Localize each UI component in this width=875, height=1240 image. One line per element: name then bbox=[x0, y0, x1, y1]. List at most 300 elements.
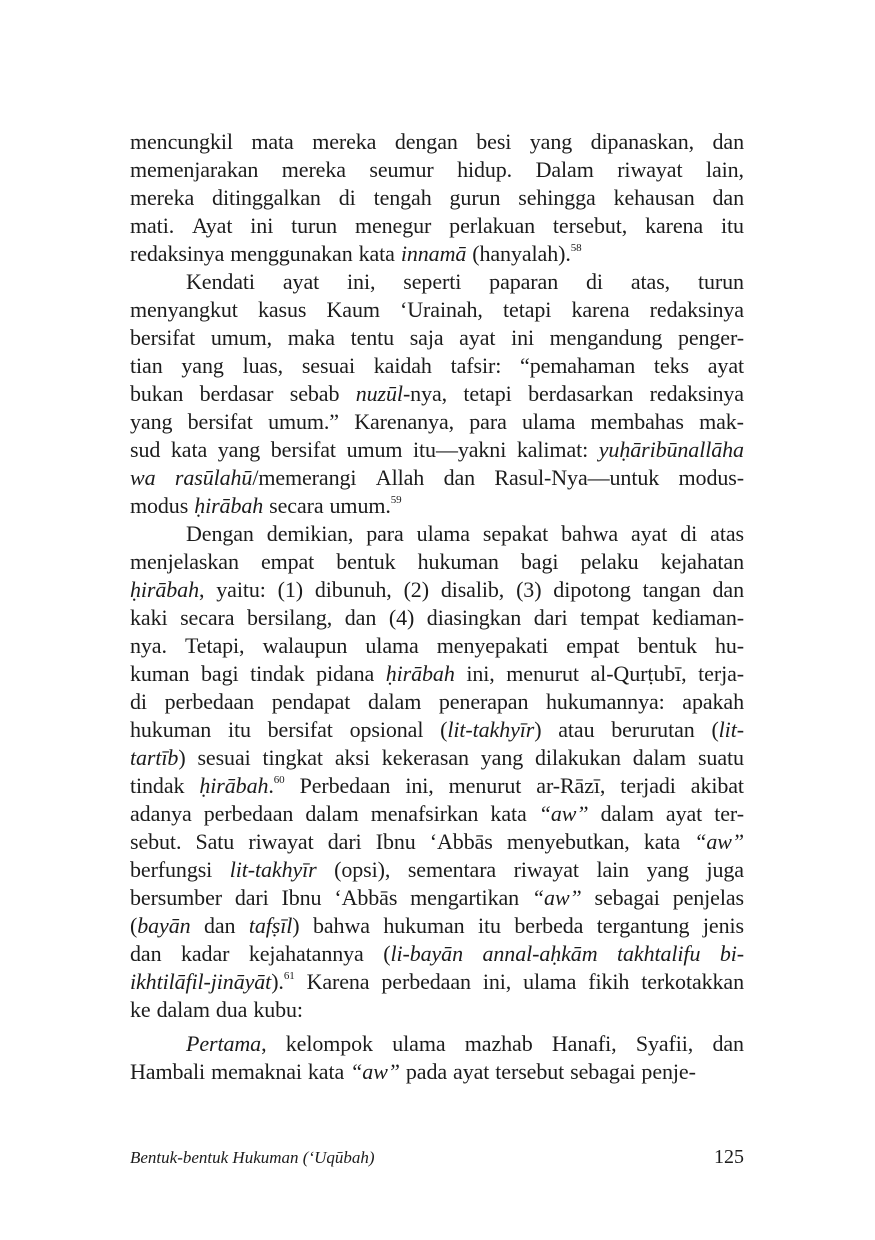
italic-term: lit- bbox=[718, 717, 744, 742]
italic-term: “aw” bbox=[694, 829, 744, 854]
word: dalam bbox=[367, 689, 422, 714]
text-line bbox=[130, 1058, 744, 1086]
word: sebagai bbox=[570, 1059, 636, 1084]
word: ayat bbox=[453, 1059, 490, 1084]
word: kata bbox=[358, 241, 395, 266]
word: lain, bbox=[705, 157, 744, 182]
word bbox=[532, 884, 582, 912]
text-line bbox=[130, 884, 744, 912]
word: atau bbox=[558, 717, 595, 742]
word: di bbox=[130, 689, 147, 714]
word: ayat bbox=[665, 801, 703, 826]
text-line bbox=[130, 856, 744, 884]
word: kejahatan bbox=[660, 549, 744, 574]
italic-term: rasūlahū bbox=[174, 465, 253, 490]
word: seumur bbox=[369, 157, 434, 182]
word: kata bbox=[643, 829, 681, 854]
word: luas, bbox=[242, 353, 284, 378]
word: dari bbox=[327, 829, 362, 854]
word: yang bbox=[217, 437, 261, 462]
word: (bayān bbox=[130, 913, 191, 938]
word: kadar bbox=[180, 941, 230, 966]
word: berdasar bbox=[199, 381, 274, 406]
word: jenis bbox=[702, 913, 744, 938]
word: ayat bbox=[459, 325, 496, 350]
word: walaupun bbox=[262, 633, 348, 658]
word: bersifat bbox=[270, 437, 336, 462]
text-line bbox=[130, 828, 744, 856]
word: hu- bbox=[714, 633, 744, 658]
word: yang bbox=[130, 409, 173, 434]
word: yang bbox=[480, 745, 524, 770]
word: umum, bbox=[210, 325, 273, 350]
word: tafsir: bbox=[450, 353, 502, 378]
word: riwayat bbox=[513, 857, 579, 882]
word: redaksinya bbox=[649, 381, 744, 406]
italic-term: ḥirābah bbox=[130, 577, 199, 602]
text-line bbox=[130, 492, 744, 520]
italic-term: “aw” bbox=[538, 801, 589, 826]
word: atas bbox=[710, 521, 744, 546]
text-line bbox=[130, 744, 744, 772]
word: akibat bbox=[690, 773, 744, 798]
word: suatu bbox=[697, 745, 744, 770]
word: Satu bbox=[195, 829, 235, 854]
word: Hambali bbox=[130, 1059, 206, 1084]
word: disalib, bbox=[440, 577, 505, 602]
word: sepakat bbox=[482, 521, 549, 546]
word: membahas bbox=[590, 409, 684, 434]
text-line bbox=[130, 520, 744, 548]
word: bersifat bbox=[130, 325, 196, 350]
word: dari bbox=[234, 885, 269, 910]
word: dalam bbox=[600, 801, 654, 826]
italic-term: yuḥāribūnallāha bbox=[598, 437, 744, 462]
word bbox=[401, 240, 466, 268]
text-line bbox=[130, 968, 744, 996]
word: umum.$^{59}$ bbox=[329, 493, 402, 518]
text-line bbox=[130, 660, 744, 688]
word: terjadi bbox=[620, 773, 676, 798]
word: kata bbox=[307, 1059, 345, 1084]
word: kehausan bbox=[613, 185, 695, 210]
word: empat bbox=[260, 549, 315, 574]
italic-term: bayān bbox=[137, 913, 191, 938]
text-line bbox=[130, 268, 744, 296]
word: redaksinya bbox=[649, 297, 744, 322]
text-line bbox=[130, 296, 744, 324]
text-line bbox=[130, 1030, 744, 1058]
word: Perbedaan bbox=[299, 773, 391, 798]
word: ke bbox=[130, 997, 151, 1022]
word: tindak bbox=[130, 773, 185, 798]
word: perbedaan bbox=[164, 689, 255, 714]
word: nuzūl-nya, bbox=[355, 381, 448, 406]
word: ulama bbox=[392, 1031, 446, 1056]
word: dan bbox=[443, 465, 476, 490]
text-line bbox=[130, 212, 744, 240]
word: mati. bbox=[130, 213, 175, 238]
word: bentuk bbox=[336, 549, 396, 574]
italic-term: nuzūl bbox=[355, 381, 403, 406]
word: rasūlahū/memerangi bbox=[174, 465, 357, 490]
word: di bbox=[338, 185, 356, 210]
text-line bbox=[130, 772, 744, 800]
text-line bbox=[130, 912, 744, 940]
word: itu—yakni bbox=[413, 437, 507, 462]
italic-term: ḥirābah bbox=[385, 661, 455, 686]
word: dalam bbox=[305, 801, 359, 826]
word: nya. bbox=[130, 633, 167, 658]
word: ‘Abbās bbox=[334, 885, 398, 910]
word: bersifat bbox=[187, 409, 253, 434]
word: kata bbox=[490, 801, 527, 826]
word: hukumannya: bbox=[546, 689, 665, 714]
word: sud bbox=[130, 437, 161, 462]
footnote-marker[interactable]: 61 bbox=[283, 970, 295, 982]
word: dengan bbox=[394, 129, 458, 154]
word: ayat bbox=[707, 353, 744, 378]
word: tafṣīl) bbox=[248, 913, 300, 938]
word: hukuman bbox=[383, 913, 465, 938]
italic-term: tafṣīl bbox=[248, 913, 293, 938]
word: menyepakati bbox=[436, 633, 549, 658]
word: memaknai bbox=[211, 1059, 302, 1084]
word: penje- bbox=[641, 1059, 696, 1084]
word: kalimat: bbox=[516, 437, 589, 462]
word: penger- bbox=[677, 325, 744, 350]
word: yang bbox=[529, 129, 573, 154]
word: penjelas bbox=[672, 885, 744, 910]
word: dipanaskan, bbox=[590, 129, 695, 154]
word: Karena bbox=[306, 969, 370, 994]
word: sebagai bbox=[594, 885, 660, 910]
text-line bbox=[130, 184, 744, 212]
word: sementara bbox=[407, 857, 497, 882]
italic-term: takhtalifu bbox=[617, 941, 701, 966]
word: kaki bbox=[130, 605, 168, 630]
word bbox=[720, 940, 744, 968]
page-number: 125 bbox=[714, 1146, 744, 1168]
word: ar-Rāzī, bbox=[536, 773, 606, 798]
word: Syafii, bbox=[635, 1031, 694, 1056]
word: dan bbox=[344, 605, 377, 630]
word: tartīb) bbox=[130, 745, 186, 770]
text-line bbox=[130, 380, 744, 408]
word: ulama bbox=[522, 409, 576, 434]
word: sesuai bbox=[301, 353, 355, 378]
word: Ayat bbox=[192, 213, 233, 238]
word: dilakukan bbox=[535, 745, 621, 770]
word: tingkat bbox=[262, 745, 323, 770]
word: kuman bbox=[130, 661, 190, 686]
italic-term: bi- bbox=[719, 941, 744, 966]
word: ini, bbox=[347, 269, 376, 294]
word: dibunuh, bbox=[314, 577, 392, 602]
word: Kaum bbox=[326, 297, 380, 322]
word: dan bbox=[712, 185, 744, 210]
word: bersilang, bbox=[247, 605, 333, 630]
word: karena bbox=[571, 297, 630, 322]
word: itu bbox=[227, 717, 251, 742]
word: riwayat bbox=[617, 157, 683, 182]
word: mereka bbox=[281, 157, 346, 182]
word: menyangkut bbox=[130, 297, 238, 322]
word: kekerasan bbox=[381, 745, 469, 770]
word bbox=[694, 828, 744, 856]
word: para bbox=[366, 521, 404, 546]
word: ini, bbox=[405, 773, 434, 798]
word: tentu bbox=[350, 325, 395, 350]
word: kaidah bbox=[373, 353, 432, 378]
word: (opsi), bbox=[334, 857, 391, 882]
word: al-Qurṭubī, bbox=[590, 661, 687, 686]
word: dan bbox=[130, 941, 162, 966]
word: kejahatannya bbox=[248, 941, 364, 966]
word: hukuman bbox=[417, 549, 499, 574]
word: tempat bbox=[580, 605, 640, 630]
word: bentuk bbox=[637, 633, 697, 658]
word: yang bbox=[646, 857, 689, 882]
text-line bbox=[130, 716, 744, 744]
word: tetapi bbox=[463, 381, 512, 406]
text-line bbox=[130, 128, 744, 156]
word: (1) bbox=[277, 577, 304, 602]
word: menurut bbox=[506, 661, 579, 686]
word: besi bbox=[476, 129, 512, 154]
word: maka bbox=[287, 325, 335, 350]
word: sebut. bbox=[130, 829, 182, 854]
word: kediaman- bbox=[652, 605, 744, 630]
word: Tetapi, bbox=[184, 633, 245, 658]
text-line bbox=[130, 996, 744, 1024]
word: ‘Urainah, bbox=[400, 297, 483, 322]
paragraph bbox=[130, 520, 744, 1024]
italic-term: lit-takhyīr bbox=[447, 717, 535, 742]
text-line bbox=[130, 436, 744, 464]
word: yang bbox=[181, 353, 224, 378]
word: memenjarakan bbox=[130, 157, 259, 182]
word: (lit- bbox=[711, 717, 744, 742]
word: aksi bbox=[334, 745, 370, 770]
word: bersifat bbox=[267, 717, 333, 742]
word: dari bbox=[533, 605, 568, 630]
italic-term: tartīb bbox=[130, 745, 179, 770]
word: tersebut, bbox=[552, 213, 628, 238]
word: secara bbox=[269, 493, 324, 518]
word: karena bbox=[645, 213, 704, 238]
word: saja bbox=[409, 325, 444, 350]
word: Rasul-Nya—untuk bbox=[494, 465, 660, 490]
word: ‘Abbās bbox=[429, 829, 493, 854]
word: gurun bbox=[449, 185, 501, 210]
word: menegur bbox=[354, 213, 432, 238]
word: tindak bbox=[250, 661, 305, 686]
word: Karenanya, bbox=[354, 409, 455, 434]
text-line bbox=[130, 604, 744, 632]
word: sebab bbox=[289, 381, 340, 406]
word: tergantung bbox=[596, 913, 690, 938]
word: kubu: bbox=[253, 997, 303, 1022]
italic-term: Pertama bbox=[186, 1031, 262, 1056]
word: ayat bbox=[282, 269, 320, 294]
word: Ibnu bbox=[375, 829, 416, 854]
word: menjelaskan bbox=[130, 549, 239, 574]
italic-term: “aw” bbox=[350, 1059, 400, 1084]
word: kata bbox=[170, 437, 208, 462]
word: lain bbox=[596, 857, 630, 882]
word: di bbox=[586, 269, 603, 294]
word: ter- bbox=[714, 801, 744, 826]
text-line bbox=[130, 548, 744, 576]
word: tian bbox=[130, 353, 163, 378]
word: ditinggalkan bbox=[212, 185, 321, 210]
word: seperti bbox=[403, 269, 462, 294]
word: itu bbox=[478, 913, 501, 938]
word: menurut bbox=[448, 773, 522, 798]
text-line bbox=[130, 464, 744, 492]
text-line bbox=[130, 240, 744, 268]
word: dalam bbox=[156, 997, 210, 1022]
word: para bbox=[469, 409, 507, 434]
italic-term: wa bbox=[130, 465, 156, 490]
word: Allah bbox=[375, 465, 425, 490]
italic-term: li-bayān bbox=[390, 941, 463, 966]
word: yaitu: bbox=[216, 577, 266, 602]
word: perlakuan bbox=[449, 213, 536, 238]
word bbox=[194, 492, 263, 520]
word: ini, bbox=[466, 661, 495, 686]
word: diasingkan bbox=[426, 605, 522, 630]
word: apakah bbox=[682, 689, 744, 714]
word: kasus bbox=[257, 297, 307, 322]
word bbox=[230, 856, 317, 884]
text-line bbox=[130, 408, 744, 436]
text-line bbox=[130, 632, 744, 660]
word: dan bbox=[203, 913, 236, 938]
footnote-marker[interactable]: 58 bbox=[570, 242, 582, 254]
word: teks bbox=[653, 353, 689, 378]
italic-term: “aw” bbox=[531, 885, 582, 910]
text-line bbox=[130, 576, 744, 604]
word: mereka bbox=[312, 129, 377, 154]
word: berfungsi bbox=[130, 857, 213, 882]
word: ulama bbox=[523, 969, 577, 994]
word: pelaku bbox=[580, 549, 639, 574]
word: ulama bbox=[365, 633, 419, 658]
footnote-marker[interactable]: 59 bbox=[390, 494, 402, 506]
word: dipotong bbox=[553, 577, 631, 602]
word: Pertama, bbox=[186, 1031, 267, 1056]
body-text bbox=[130, 128, 744, 1086]
word bbox=[350, 1058, 400, 1086]
word: terja- bbox=[698, 661, 744, 686]
word: mencungkil bbox=[130, 129, 233, 154]
word: (3) bbox=[516, 577, 542, 602]
word: secara bbox=[180, 605, 235, 630]
word: demikian, bbox=[266, 521, 354, 546]
word: (li-bayān bbox=[383, 941, 463, 966]
word: bahwa bbox=[312, 913, 370, 938]
word: perbedaan bbox=[381, 969, 471, 994]
word: di bbox=[680, 521, 698, 546]
word: pidana bbox=[316, 661, 375, 686]
text-line bbox=[130, 940, 744, 968]
word: bersumber bbox=[130, 885, 222, 910]
word: mata bbox=[251, 129, 294, 154]
running-title: Bentuk-bentuk Hukuman (‘Uqūbah) bbox=[130, 1148, 375, 1167]
word: ini bbox=[511, 325, 534, 350]
word: umum.” bbox=[268, 409, 339, 434]
word: “pemahaman bbox=[520, 353, 636, 378]
word: berurutan bbox=[611, 717, 695, 742]
word: Ibnu bbox=[281, 885, 322, 910]
word: bagi bbox=[201, 661, 239, 686]
text-line bbox=[130, 156, 744, 184]
word bbox=[599, 436, 744, 464]
word: juga bbox=[706, 857, 744, 882]
word: redaksinya bbox=[130, 241, 225, 266]
word: dua bbox=[215, 997, 248, 1022]
footnote-marker[interactable]: 60 bbox=[273, 774, 285, 786]
word: turun bbox=[291, 213, 338, 238]
word: tetapi bbox=[503, 297, 552, 322]
word: bukan bbox=[130, 381, 184, 406]
word: dan bbox=[712, 1031, 744, 1056]
word: mereka bbox=[130, 185, 195, 210]
word: modus bbox=[130, 493, 189, 518]
text-line bbox=[130, 324, 744, 352]
word: tengah bbox=[373, 185, 432, 210]
text-line bbox=[130, 800, 744, 828]
word bbox=[483, 940, 598, 968]
text-line bbox=[130, 352, 744, 380]
word: sehingga bbox=[518, 185, 596, 210]
word: mazhab bbox=[464, 1031, 533, 1056]
word: Kendati bbox=[186, 269, 255, 294]
word: ayat bbox=[631, 521, 668, 546]
word: sesuai bbox=[197, 745, 251, 770]
word: berbeda bbox=[514, 913, 584, 938]
word: mak- bbox=[699, 409, 744, 434]
word: perbedaan bbox=[203, 801, 294, 826]
page-footer bbox=[130, 1146, 744, 1169]
word: hidup. bbox=[457, 157, 513, 182]
text-line bbox=[130, 688, 744, 716]
word: (hanyalah).$^{58}$ bbox=[472, 241, 582, 266]
word: ulama bbox=[416, 521, 470, 546]
word: penerapan bbox=[438, 689, 529, 714]
word: Hanafi, bbox=[551, 1031, 617, 1056]
word: pada bbox=[405, 1059, 448, 1084]
word: atas, bbox=[630, 269, 671, 294]
word bbox=[617, 940, 700, 968]
word bbox=[130, 464, 155, 492]
word: ḥirābah.$^{60}$ bbox=[199, 773, 285, 798]
word: opsional bbox=[349, 717, 424, 742]
word: itu bbox=[721, 213, 744, 238]
word: kelompok bbox=[285, 1031, 373, 1056]
word: tangan bbox=[642, 577, 701, 602]
word: turun bbox=[698, 269, 744, 294]
word bbox=[539, 800, 589, 828]
paragraph bbox=[130, 1030, 744, 1086]
word: pendapat bbox=[271, 689, 351, 714]
word: ikhtilāfil-jināyāt).$^{61}$ bbox=[130, 969, 295, 994]
italic-term: ikhtilāfil-jināyāt bbox=[130, 969, 272, 994]
word: dan bbox=[712, 577, 744, 602]
word: mengandung bbox=[549, 325, 663, 350]
